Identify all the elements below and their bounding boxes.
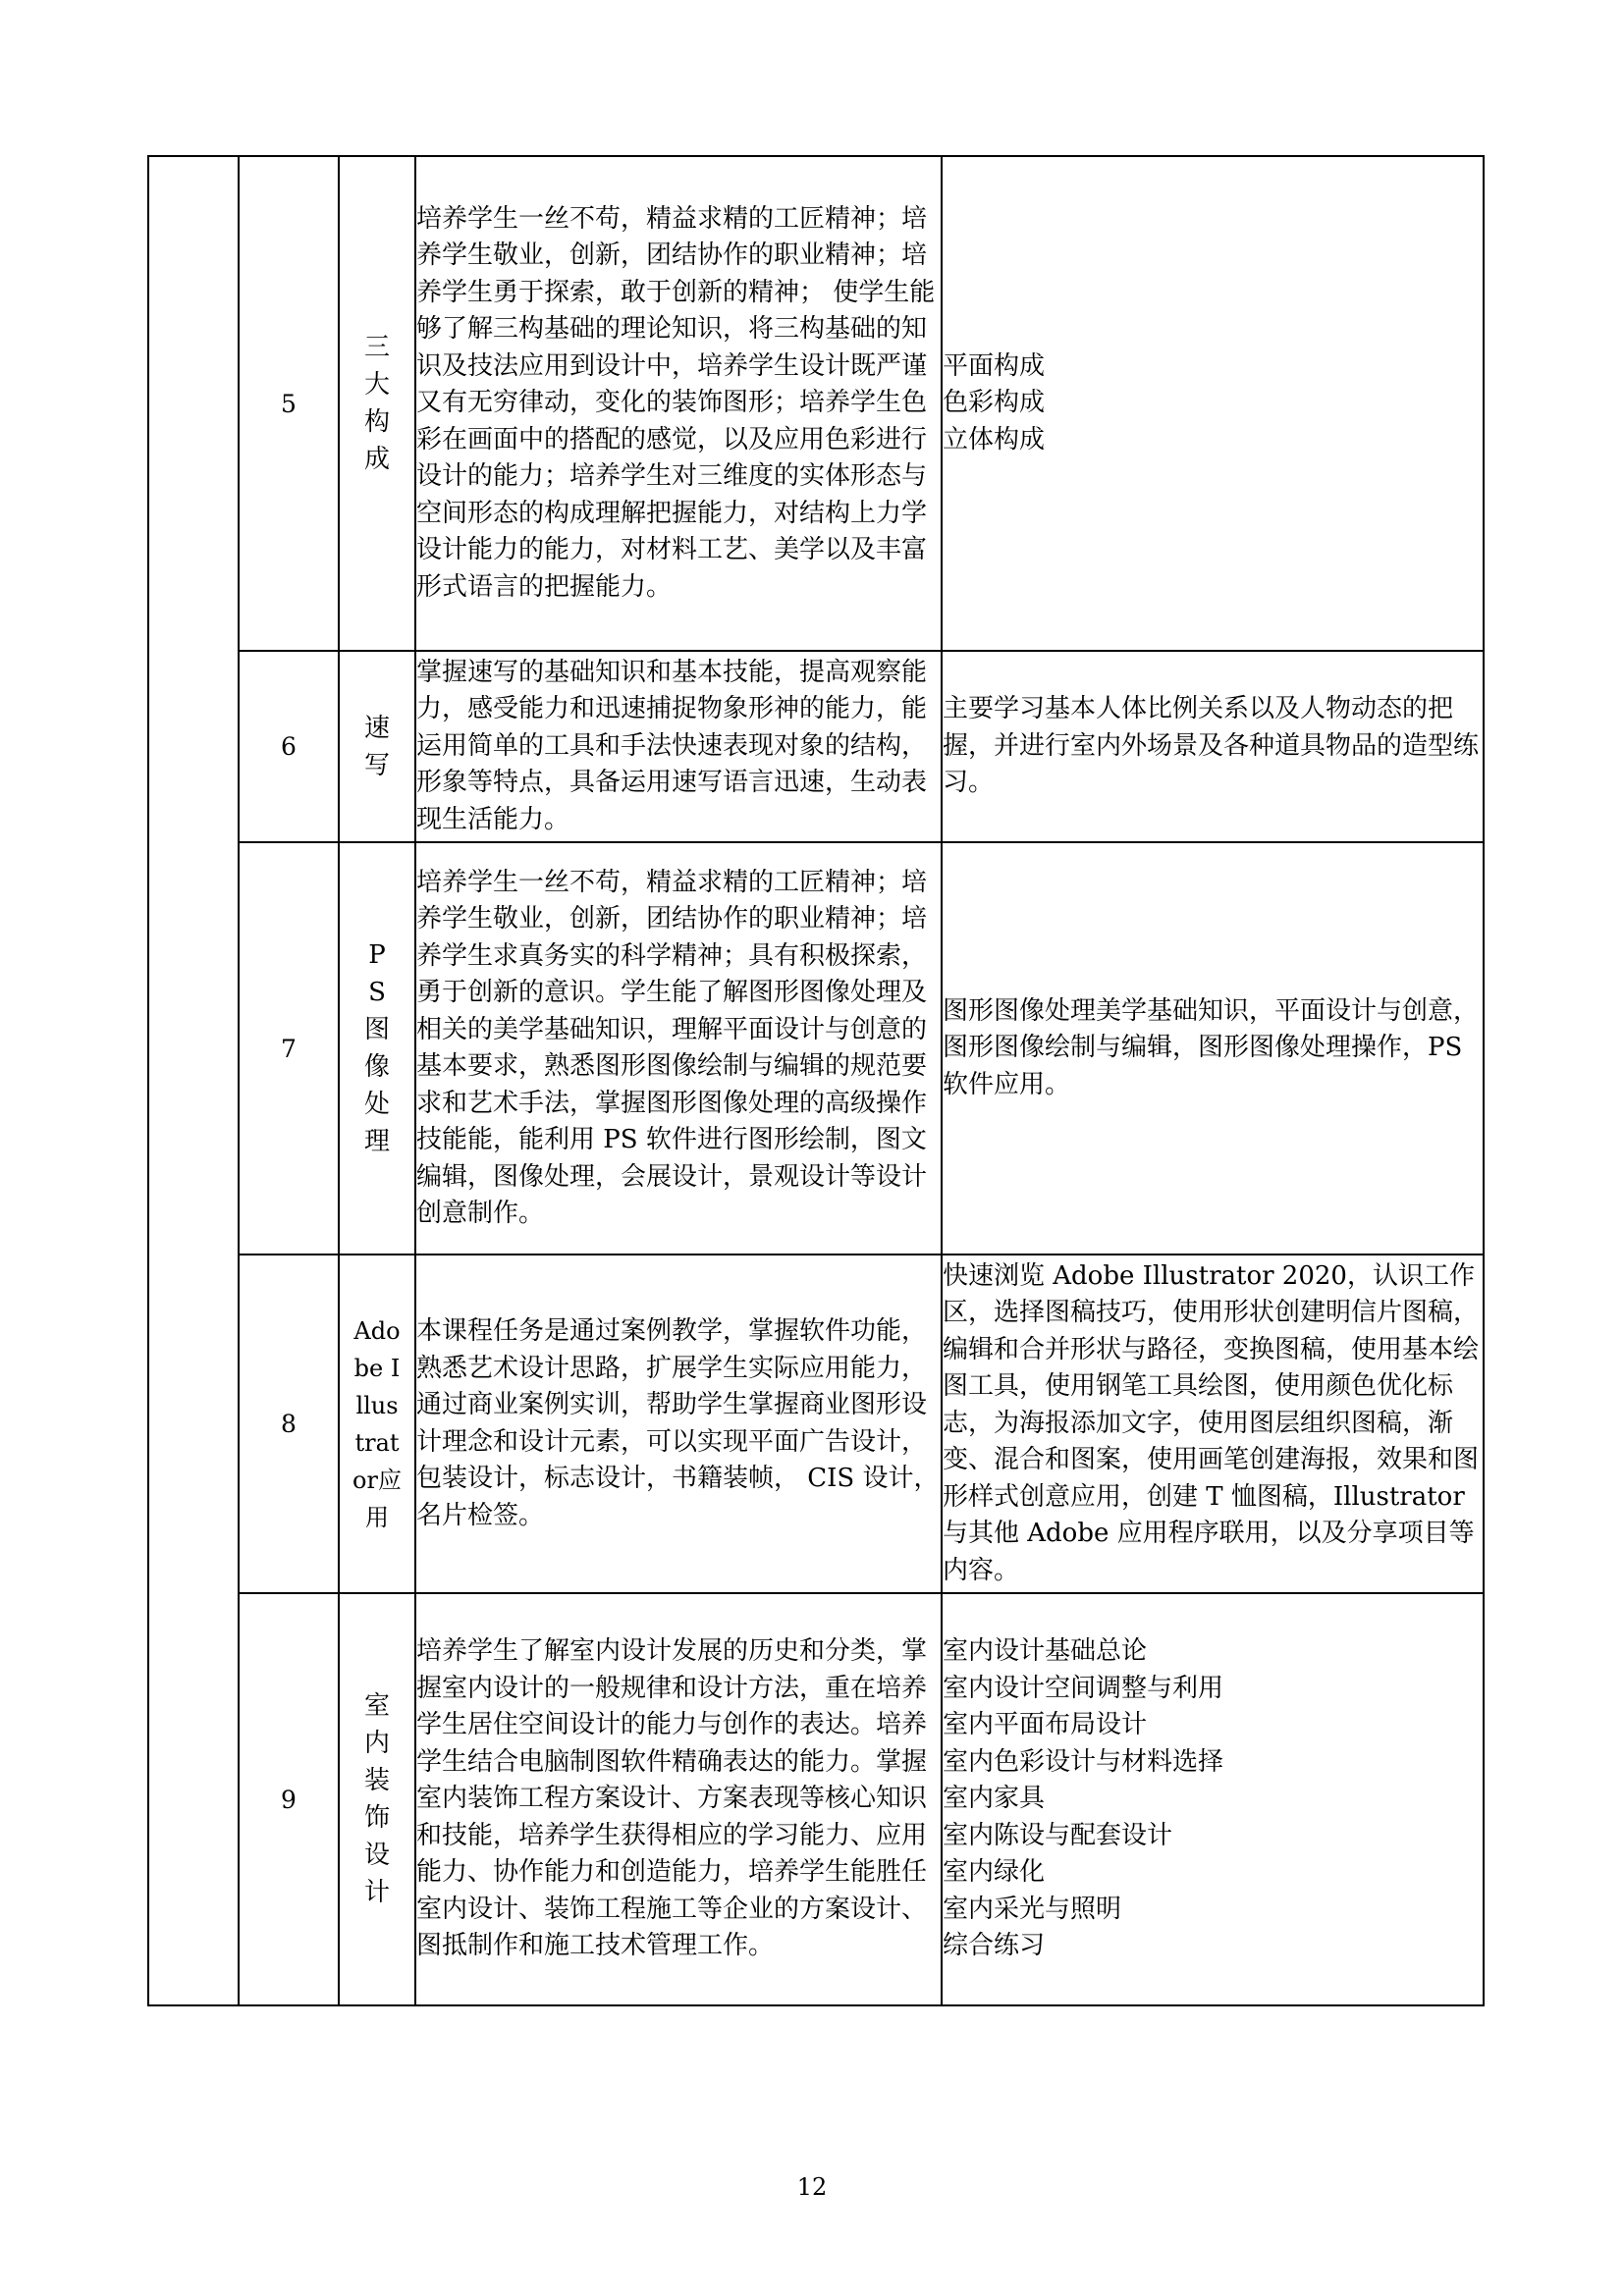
- content-line: 图形图像处理美学基础知识，平面设计与创意，图形图像绘制与编辑，图形图像处理操作，PS 软件应用。: [943, 995, 1480, 1099]
- course-name-cell: [339, 1593, 415, 2005]
- table-row: [148, 842, 1484, 1255]
- course-name: 三大构成: [363, 333, 390, 474]
- course-name-cell: [339, 651, 415, 842]
- content-line: 室内色彩设计与材料选择: [943, 1746, 1224, 1777]
- course-name: 室内装饰设计: [363, 1691, 390, 1907]
- content-line: 室内设计空间调整与利用: [943, 1673, 1224, 1703]
- content-line: 室内采光与照明: [943, 1894, 1122, 1924]
- row-number: 5: [239, 156, 339, 651]
- course-table: [147, 155, 1485, 2006]
- content-line: 综合练习: [943, 1931, 1046, 1961]
- table-row: [148, 1593, 1484, 2005]
- table-row: [148, 1255, 1484, 1593]
- content-line: 立体构成: [943, 424, 1046, 454]
- course-objective: 掌握速写的基础知识和基本技能，提高观察能力，感受能力和迅速捕捉物象形神的能力，能运用简单的工具和手法快速表现对象的结构，形象等特点，具备运用速写语言迅速，生动表现生活能力。: [415, 651, 942, 842]
- row-number: 6: [239, 651, 339, 842]
- content-line: 室内陈设与配套设计: [943, 1820, 1173, 1850]
- content-line: 室内设计基础总论: [943, 1636, 1148, 1667]
- table-row: [148, 651, 1484, 842]
- content-line: 快速浏览 Adobe Illustrator 2020，认识工作区，选择图稿技巧，使用形状创建明信片图稿，编辑和合并形状与路径，变换图稿，使用基本绘图工具，使用钢笔工具绘图，使用颜色优化标志，为海报添加文字，使用图层组织图稿，渐变、混合和图案，使用画笔创建海报，效果和图形样式创意应用，创建 T 恤图稿，Illustrator 与其他 Adobe 应用程序联用，以及分享项目等内容。: [943, 1260, 1480, 1585]
- course-content: [942, 156, 1484, 651]
- content-line: 色彩构成: [943, 388, 1046, 418]
- course-name-cell: [339, 156, 415, 651]
- course-name: 速写: [363, 713, 390, 780]
- content-line: 平面构成: [943, 350, 1046, 381]
- course-objective: 培养学生一丝不苟，精益求精的工匠精神；培养学生敬业，创新，团结协作的职业精神；培养学生勇于探索，敢于创新的精神； 使学生能够了解三构基础的理论知识，将三构基础的知识及技法应用到设计中，培养学生设计既严谨又有无穷律动，变化的装饰图形；培养学生色彩在画面中的搭配的感觉，以及应用色彩进行设计的能力；培养学生对三维度的实体形态与空间形态的构成理解把握能力，对结构上力学设计能力的能力，对材料工艺、美学以及丰富形式语言的把握能力。: [415, 156, 942, 651]
- content-line: 室内绿化: [943, 1857, 1046, 1888]
- table-row: [148, 156, 1484, 651]
- row-number: 8: [239, 1255, 339, 1593]
- content-line: 室内平面布局设计: [943, 1710, 1148, 1740]
- course-content: [942, 651, 1484, 842]
- course-objective: 本课程任务是通过案例教学，掌握软件功能，熟悉艺术设计思路，扩展学生实际应用能力，通过商业案例实训，帮助学生掌握商业图形设计理念和设计元素，可以实现平面广告设计，包装设计，标志设计，书籍装帧， CIS 设计，名片检签。: [415, 1255, 942, 1593]
- course-name-cell: [339, 842, 415, 1255]
- course-content: [942, 1593, 1484, 2005]
- course-name: PS图像处理: [363, 940, 390, 1156]
- row-number: 9: [239, 1593, 339, 2005]
- category-cell: [148, 156, 239, 2005]
- content-line: 主要学习基本人体比例关系以及人物动态的把握，并进行室内外场景及各种道具物品的造型练习。: [943, 694, 1480, 798]
- course-content: [942, 1255, 1484, 1593]
- course-objective: 培养学生一丝不苟，精益求精的工匠精神；培养学生敬业，创新，团结协作的职业精神；培养学生求真务实的科学精神；具有积极探索，勇于创新的意识。学生能了解图形图像处理及相关的美学基础知识，理解平面设计与创意的基本要求，熟悉图形图像绘制与编辑的规范要求和艺术手法，掌握图形图像处理的高级操作技能能，能利用 PS 软件进行图形绘制，图文编辑，图像处理，会展设计，景观设计等设计创意制作。: [415, 842, 942, 1255]
- course-objective: 培养学生了解室内设计发展的历史和分类，掌握室内设计的一般规律和设计方法，重在培养学生居住空间设计的能力与创作的表达。培养学生结合电脑制图软件精确表达的能力。掌握室内装饰工程方案设计、方案表现等核心知识和技能，培养学生获得相应的学习能力、应用能力、协作能力和创造能力，培养学生能胜任室内设计、装饰工程施工等企业的方案设计、图抵制作和施工技术管理工作。: [415, 1593, 942, 2005]
- content-line: 室内家具: [943, 1784, 1046, 1814]
- row-number: 7: [239, 842, 339, 1255]
- course-content: [942, 842, 1484, 1255]
- course-name-cell: [339, 1255, 415, 1593]
- page-number: 12: [796, 2173, 828, 2201]
- course-name: Adobe Illustrator应用: [352, 1316, 402, 1531]
